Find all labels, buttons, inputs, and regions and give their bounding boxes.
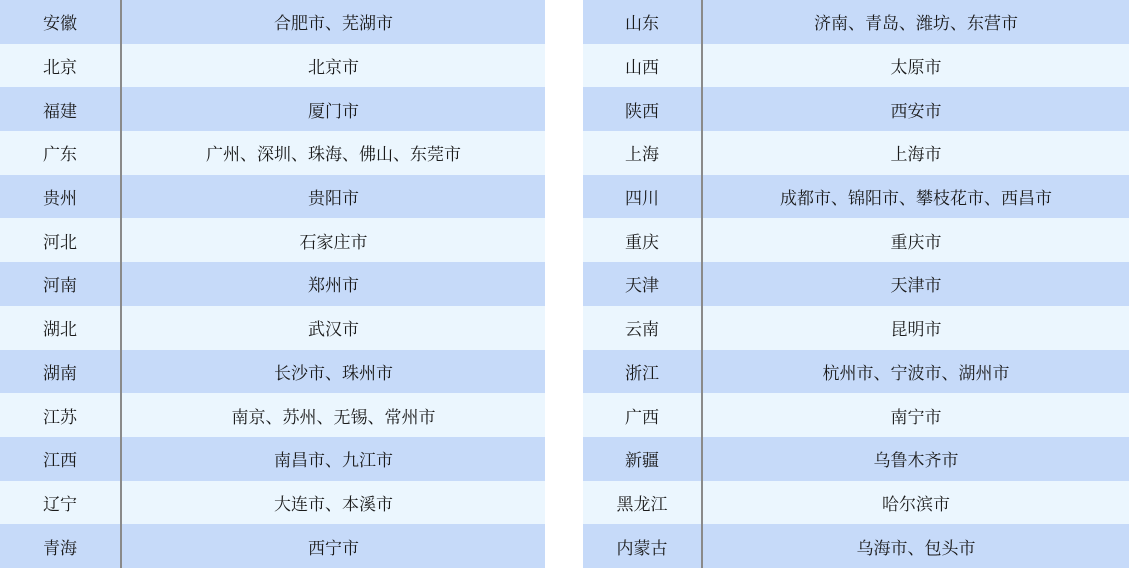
cities-cell: 天津市 — [890, 276, 942, 296]
table-row — [583, 393, 1129, 437]
table-row — [0, 306, 545, 350]
province-cell: 江西 — [0, 437, 122, 481]
cities-cell: 大连市、本溪市 — [274, 494, 393, 514]
province-cell: 广西 — [583, 393, 703, 437]
province-cell: 江苏 — [0, 393, 122, 437]
table-row — [0, 0, 545, 44]
province-cell: 北京 — [0, 44, 122, 88]
cities-cell: 南昌市、九江市 — [274, 451, 393, 471]
province-city-table-right — [583, 0, 1129, 568]
province-cell: 四川 — [583, 175, 703, 219]
table-row — [583, 481, 1129, 525]
cities-cell: 郑州市 — [308, 276, 359, 296]
province-cell: 内蒙古 — [583, 524, 703, 568]
table-row — [583, 437, 1129, 481]
province-cell: 云南 — [583, 306, 703, 350]
table-row — [0, 524, 545, 568]
table-row — [583, 0, 1129, 44]
province-cell: 天津 — [583, 262, 703, 306]
cities-cell: 南京、苏州、无锡、常州市 — [231, 407, 436, 427]
cities-cell: 乌海市、包头市 — [856, 538, 976, 558]
table-row — [583, 306, 1129, 350]
table-row — [0, 262, 545, 306]
province-cell: 山西 — [583, 44, 703, 88]
province-cell: 辽宁 — [0, 481, 122, 525]
table-row — [583, 44, 1129, 88]
cities-cell: 太原市 — [890, 58, 942, 78]
province-cell: 黑龙江 — [583, 481, 703, 525]
table-row — [583, 87, 1129, 131]
table-row — [0, 393, 545, 437]
cities-cell: 上海市 — [890, 145, 942, 165]
table-row — [583, 131, 1129, 175]
province-cell: 贵州 — [0, 175, 122, 219]
cities-cell: 重庆市 — [890, 232, 942, 252]
cities-cell: 哈尔滨市 — [882, 494, 950, 514]
cities-cell: 杭州市、宁波市、湖州市 — [822, 363, 1010, 383]
table-row — [0, 218, 545, 262]
province-cell: 陕西 — [583, 87, 703, 131]
cities-cell: 长沙市、珠州市 — [274, 363, 393, 383]
cities-cell: 昆明市 — [890, 320, 942, 340]
table-row — [0, 437, 545, 481]
table-row — [583, 262, 1129, 306]
table-row — [583, 175, 1129, 219]
table-row — [583, 218, 1129, 262]
province-cell: 河北 — [0, 218, 122, 262]
province-cell: 新疆 — [583, 437, 703, 481]
province-cell: 重庆 — [583, 218, 703, 262]
province-cell: 安徽 — [0, 0, 122, 44]
cities-cell: 成都市、锦阳市、攀枝花市、西昌市 — [780, 189, 1052, 209]
cities-cell: 乌鲁木齐市 — [873, 451, 959, 471]
province-city-table-left — [0, 0, 545, 568]
cities-cell: 合肥市、芜湖市 — [274, 14, 393, 34]
table-row — [0, 44, 545, 88]
cities-cell: 南宁市 — [890, 407, 942, 427]
table-row — [0, 87, 545, 131]
cities-cell: 石家庄市 — [299, 232, 368, 252]
cities-cell: 武汉市 — [308, 320, 359, 340]
cities-cell: 西安市 — [890, 101, 942, 121]
table-row — [583, 350, 1129, 394]
cities-cell: 北京市 — [308, 58, 359, 78]
province-cell: 上海 — [583, 131, 703, 175]
table-row — [0, 350, 545, 394]
province-cell: 青海 — [0, 524, 122, 568]
cities-cell: 西宁市 — [308, 538, 359, 558]
cities-cell: 厦门市 — [308, 101, 359, 121]
cities-cell: 广州、深圳、珠海、佛山、东莞市 — [206, 145, 461, 165]
province-cell: 河南 — [0, 262, 122, 306]
table-row — [583, 524, 1129, 568]
table-row — [0, 481, 545, 525]
province-cell: 湖南 — [0, 350, 122, 394]
province-cell: 广东 — [0, 131, 122, 175]
table-row — [0, 131, 545, 175]
province-cell: 浙江 — [583, 350, 703, 394]
province-cell: 山东 — [583, 0, 703, 44]
cities-cell: 济南、青岛、潍坊、东营市 — [814, 14, 1018, 34]
province-cell: 湖北 — [0, 306, 122, 350]
table-row — [0, 175, 545, 219]
province-cell: 福建 — [0, 87, 122, 131]
cities-cell: 贵阳市 — [308, 189, 359, 209]
